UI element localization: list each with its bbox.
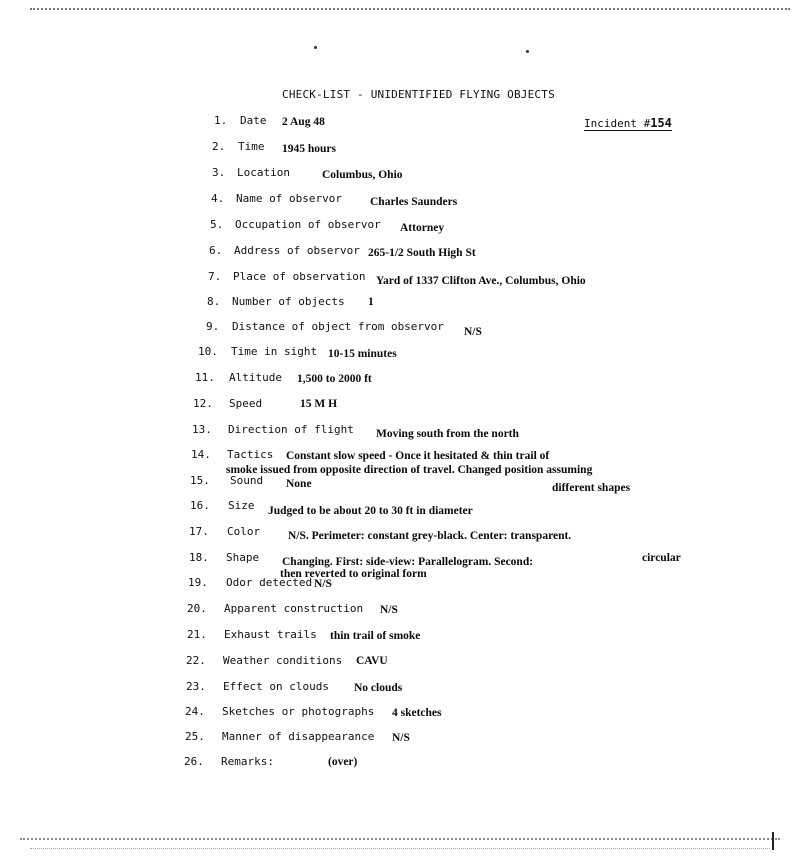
item-answer: CAVU: [356, 655, 388, 667]
item-answer: N/S. Perimeter: constant grey-black. Center: transparent.: [288, 530, 572, 542]
item-number: 2.: [212, 140, 226, 153]
item-number: 13.: [192, 423, 212, 436]
item-number: 23.: [186, 680, 206, 693]
item-label: Location: [237, 166, 290, 179]
item-number: 7.: [208, 270, 222, 283]
item-label: Time in sight: [231, 345, 318, 358]
item-number: 3.: [212, 166, 226, 179]
item-answer-continued: different shapes: [552, 482, 631, 494]
item-label: Tactics: [227, 448, 274, 461]
incident-number: [584, 116, 672, 131]
item-label: Number of objects: [232, 295, 345, 308]
scan-mark-right: [772, 832, 774, 850]
item-label: Shape: [226, 551, 260, 564]
item-answer: 1: [368, 296, 374, 308]
item-label: Sound: [230, 474, 264, 487]
item-answer: Moving south from the north: [376, 428, 519, 440]
item-number: 4.: [211, 192, 225, 205]
item-answer: Yard of 1337 Clifton Ave., Columbus, Ohio: [376, 275, 586, 287]
item-label: Address of observor: [234, 244, 360, 257]
item-label: Time: [238, 140, 265, 153]
item-number: 8.: [207, 295, 221, 308]
item-number: 21.: [187, 628, 207, 641]
item-answer-continued: circular: [642, 552, 681, 564]
item-answer: 1,500 to 2000 ft: [297, 373, 372, 385]
item-answer: N/S: [380, 604, 398, 616]
item-answer: (over): [328, 756, 358, 768]
item-label: Sketches or photographs: [222, 705, 375, 718]
item-number: 16.: [190, 499, 210, 512]
incident-value: 154: [650, 116, 672, 130]
scan-edge-bottom-inner: [30, 848, 770, 849]
scan-edge-bottom: [20, 838, 780, 840]
item-label: Direction of flight: [228, 423, 354, 436]
item-number: 11.: [195, 371, 215, 384]
item-label: Name of observor: [236, 192, 342, 205]
item-label: Effect on clouds: [223, 680, 329, 693]
item-number: 17.: [189, 525, 209, 538]
item-answer: 4 sketches: [392, 707, 442, 719]
item-label: Size: [228, 499, 255, 512]
item-number: 25.: [185, 730, 205, 743]
item-answer: Columbus, Ohio: [322, 169, 403, 181]
item-number: 6.: [209, 244, 223, 257]
item-number: 20.: [187, 602, 207, 615]
item-label: Distance of object from observor: [232, 320, 444, 333]
item-number: 5.: [210, 218, 224, 231]
item-label: Odor detected: [226, 576, 313, 589]
scan-speck: [314, 46, 317, 49]
item-answer: 265-1/2 South High St: [368, 247, 476, 259]
item-label: Manner of disappearance: [222, 730, 375, 743]
item-label: Apparent construction: [224, 602, 364, 615]
incident-label: Incident #: [584, 117, 651, 130]
item-answer-continued: smoke issued from opposite direction of travel. Changed position assuming: [226, 464, 593, 476]
item-answer: Judged to be about 20 to 30 ft in diameter: [268, 505, 473, 517]
item-label: Date: [240, 114, 267, 127]
item-answer: thin trail of smoke: [330, 630, 421, 642]
item-answer: None: [286, 478, 312, 490]
item-number: 12.: [193, 397, 213, 410]
item-number: 14.: [191, 448, 211, 461]
item-answer: Constant slow speed - Once it hesitated & thin trail of: [286, 450, 550, 462]
item-answer: 1945 hours: [282, 143, 336, 155]
item-number: 24.: [185, 705, 205, 718]
item-label: Altitude: [229, 371, 282, 384]
item-answer: 2 Aug 48: [282, 116, 325, 128]
scan-edge-top: [30, 8, 790, 10]
item-number: 22.: [186, 654, 206, 667]
item-label: Remarks:: [221, 755, 274, 768]
scan-speck: [526, 50, 529, 53]
item-label: Speed: [229, 397, 263, 410]
item-answer: Changing. First: side-view: Parallelogram. Second:: [282, 556, 534, 568]
item-answer: 10-15 minutes: [328, 348, 397, 360]
item-answer: N/S: [464, 326, 482, 338]
item-answer: No clouds: [354, 682, 403, 694]
item-label: Exhaust trails: [224, 628, 317, 641]
item-answer: N/S: [314, 578, 332, 590]
item-number: 18.: [189, 551, 209, 564]
item-label: Weather conditions: [223, 654, 343, 667]
item-label: Color: [227, 525, 261, 538]
item-answer: 15 M H: [300, 398, 338, 410]
item-number: 15.: [190, 474, 210, 487]
item-answer: Attorney: [400, 222, 445, 234]
item-number: 9.: [206, 320, 220, 333]
item-answer: Charles Saunders: [370, 196, 458, 208]
page-title: CHECK-LIST - UNIDENTIFIED FLYING OBJECTS: [282, 88, 555, 101]
item-number: 26.: [184, 755, 204, 768]
item-answer-continued: then reverted to original form: [280, 568, 427, 580]
item-label: Place of observation: [233, 270, 366, 283]
item-number: 10.: [198, 345, 218, 358]
item-number: 19.: [188, 576, 208, 589]
item-label: Occupation of observor: [235, 218, 381, 231]
item-answer: N/S: [392, 732, 410, 744]
item-number: 1.: [214, 114, 228, 127]
